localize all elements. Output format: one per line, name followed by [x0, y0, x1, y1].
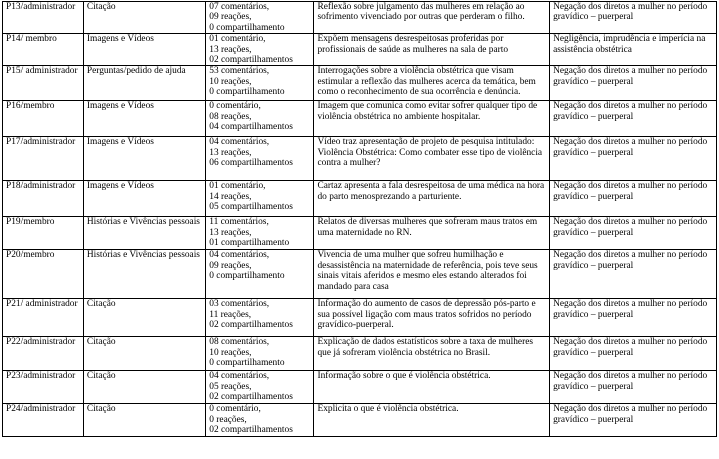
post-author-cell-text: P21/ administrador [6, 299, 78, 310]
post-author-cell-text: P24/administrador [6, 404, 76, 415]
table-row [3, 217, 717, 250]
post-author-cell [3, 250, 84, 299]
post-description-cell-text: Explicação de dados estatísticos sobre a taxa de mulheres que já sofreram violência obstétrica no Brasil. [317, 337, 534, 358]
table-row [3, 2, 717, 34]
post-author-cell-text: P17/administrador [6, 137, 76, 148]
engagement-cell [206, 137, 314, 181]
post-category-cell-text: Imagens e Vídeos [86, 34, 154, 45]
post-author-cell [3, 66, 84, 101]
post-description-cell-text: Explicita o que é violência obstétrica. [317, 404, 459, 415]
post-category-cell-text: Perguntas/pedido de ajuda [86, 66, 186, 77]
post-theme-cell-text: Negação dos diretos a mulher no período gravídico – puerperal [553, 337, 708, 358]
post-description-cell [314, 181, 550, 217]
post-theme-cell-text: Negação dos diretos a mulher no período gravídico – puerperal [553, 66, 708, 87]
post-author-cell-text: P18/administrador [6, 181, 76, 192]
post-author-cell [3, 137, 84, 181]
engagement-line: 0 comentário, [209, 101, 261, 112]
post-description-cell-text: Expõem mensagens desrespeitosas proferidas por profissionais de saúde as mulheres na sala de parto [317, 34, 509, 55]
engagement-line: 0 compartilhamento [209, 271, 285, 282]
table-row [3, 66, 717, 101]
engagement-line: 07 comentários, [209, 2, 270, 12]
engagement-line: 04 comentários, [209, 371, 270, 382]
engagement-cell [206, 404, 314, 436]
post-theme-cell [550, 371, 717, 404]
table-row [3, 181, 717, 217]
engagement-line: 09 reações, [209, 260, 252, 271]
post-description-cell-text: Imagem que comunica como evitar sofrer qualquer tipo de violência obstétrica no ambiente hospitalar. [317, 101, 538, 122]
engagement-cell [206, 250, 314, 299]
post-author-cell [3, 299, 84, 337]
engagement-line: 01 comentário, [209, 181, 266, 192]
post-category-cell [83, 101, 205, 137]
post-author-cell-text: P15/ administrador [6, 66, 78, 77]
post-category-cell-text: Imagens e Vídeos [86, 137, 154, 148]
post-author-cell [3, 217, 84, 250]
engagement-line: 0 compartilhamento [209, 358, 285, 369]
post-theme-cell [550, 34, 717, 66]
post-author-cell [3, 181, 84, 217]
post-category-cell-text: Histórias e Vivências pessoais [86, 217, 200, 228]
engagement-line: 02 compartilhamentos [209, 392, 293, 403]
post-description-cell [314, 250, 550, 299]
post-theme-cell-text: Negação dos diretos a mulher no período gravídico – puerperal [553, 371, 708, 392]
post-author-cell-text: P23/administrador [6, 371, 76, 382]
engagement-cell [206, 66, 314, 101]
post-category-cell [83, 250, 205, 299]
engagement-cell [206, 181, 314, 217]
post-description-cell [314, 137, 550, 181]
post-description-cell-text: Reflexão sobre julgamento das mulheres em relação ao sofrimento vivenciado por outras que perderam o filho. [317, 2, 525, 23]
engagement-line: 04 compartilhamentos [209, 122, 293, 133]
engagement-line: 10 reações, [209, 76, 252, 87]
post-author-cell [3, 404, 84, 436]
engagement-line: 03 comentários, [209, 299, 270, 310]
post-author-cell [3, 337, 84, 371]
post-author-cell [3, 34, 84, 66]
post-theme-cell-text: Negação dos diretos a mulher no período gravídico – puerperal [553, 404, 708, 425]
engagement-line: 08 reações, [209, 111, 252, 122]
post-author-cell-text: P13/administrador [6, 2, 76, 12]
engagement-line: 13 reações, [209, 147, 252, 158]
engagement-line: 53 comentários, [209, 66, 270, 77]
post-category-cell [83, 337, 205, 371]
post-author-cell [3, 371, 84, 404]
post-description-cell [314, 66, 550, 101]
post-category-cell-text: Imagens e Vídeos [86, 101, 154, 112]
engagement-line: 0 comentário, [209, 404, 261, 415]
post-description-cell [314, 404, 550, 436]
post-theme-cell [550, 2, 717, 34]
post-category-cell-text: Histórias e Vivências pessoais [86, 250, 200, 261]
engagement-line: 04 comentários, [209, 137, 270, 148]
engagement-line: 05 compartilhamentos [209, 202, 293, 213]
engagement-cell [206, 337, 314, 371]
post-author-cell [3, 2, 84, 34]
engagement-line: 0 reações, [209, 414, 247, 425]
post-theme-cell [550, 181, 717, 217]
post-category-cell [83, 404, 205, 436]
post-description-cell [314, 337, 550, 371]
table-row [3, 250, 717, 299]
post-category-cell-text: Citação [86, 299, 116, 310]
post-category-cell [83, 299, 205, 337]
post-category-cell [83, 371, 205, 404]
post-author-cell-text: P16/membro [6, 101, 55, 112]
post-category-cell-text: Citação [86, 404, 116, 415]
table-row [3, 101, 717, 137]
engagement-line: 13 reações, [209, 44, 252, 55]
post-category-cell-text: Citação [86, 2, 116, 12]
post-category-cell-text: Citação [86, 371, 116, 382]
engagement-line: 10 reações, [209, 347, 252, 358]
post-description-cell [314, 371, 550, 404]
post-description-cell-text: Vídeo traz apresentação de projeto de pesquisa intitulado: Violência Obstétrica: Como combater esse tipo de violência contra a mulher? [317, 137, 543, 169]
post-theme-cell [550, 404, 717, 436]
post-theme-cell-text: Negação dos diretos a mulher no período gravídico – puerperal [553, 217, 708, 238]
post-description-cell [314, 299, 550, 337]
engagement-cell [206, 371, 314, 404]
post-description-cell [314, 217, 550, 250]
post-author-cell [3, 101, 84, 137]
posts-table-body [3, 2, 717, 437]
post-theme-cell [550, 299, 717, 337]
engagement-line: 11 comentários, [209, 217, 269, 228]
engagement-line: 04 comentários, [209, 250, 270, 261]
table-row [3, 337, 717, 371]
post-theme-cell [550, 137, 717, 181]
engagement-cell [206, 34, 314, 66]
engagement-line: 01 comentário, [209, 34, 266, 45]
posts-table [2, 1, 717, 437]
post-theme-cell-text: Negação dos diretos a mulher no período gravídico – puerperal [553, 299, 708, 320]
post-theme-cell [550, 66, 717, 101]
post-description-cell [314, 34, 550, 66]
post-theme-cell [550, 337, 717, 371]
engagement-line: 0 compartilhamento [209, 87, 285, 98]
post-description-cell-text: Relatos de diversas mulheres que sofreram maus tratos em uma maternidade no RN. [317, 217, 538, 238]
table-row [3, 137, 717, 181]
engagement-line: 0 compartilhamento [209, 22, 285, 33]
post-category-cell [83, 34, 205, 66]
table-row [3, 404, 717, 436]
post-author-cell-text: P22/administrador [6, 337, 76, 348]
post-category-cell [83, 181, 205, 217]
engagement-line: 06 compartilhamentos [209, 158, 293, 169]
post-theme-cell-text: Negação dos diretos a mulher no período gravídico – puerperal [553, 101, 708, 122]
engagement-line: 05 reações, [209, 381, 252, 392]
engagement-line: 09 reações, [209, 12, 252, 23]
table-row [3, 34, 717, 66]
engagement-line: 08 comentários, [209, 337, 270, 348]
post-description-cell-text: Cartaz apresenta a fala desrespeitosa de uma médica na hora do parto menosprezando a parturiente. [317, 181, 545, 202]
post-category-cell [83, 137, 205, 181]
post-category-cell [83, 66, 205, 101]
engagement-line: 11 reações, [209, 309, 252, 320]
post-description-cell [314, 2, 550, 34]
engagement-cell [206, 299, 314, 337]
post-theme-cell-text: Negação dos diretos a mulher no período gravídico – puerperal [553, 2, 708, 23]
post-description-cell-text: Informação sobre o que é violência obstétrica. [317, 371, 491, 382]
post-theme-cell-text: Negação dos diretos a mulher no período gravídico – puerperal [553, 137, 708, 158]
post-author-cell-text: P14/ membro [6, 34, 57, 45]
post-theme-cell [550, 250, 717, 299]
engagement-line: 01 compartilhamento [209, 238, 290, 249]
post-theme-cell [550, 101, 717, 137]
table-row [3, 299, 717, 337]
post-category-cell [83, 2, 205, 34]
post-description-cell-text: Informação do aumento de casos de depressão pós-parto e sua possível ligação com maus tratos sofridos no período gravídico-puerperal. [317, 299, 536, 331]
post-category-cell-text: Imagens e Vídeos [86, 181, 154, 192]
post-author-cell-text: P20/membro [6, 250, 55, 261]
post-category-cell-text: Citação [86, 337, 116, 348]
post-theme-cell-text: Negação dos diretos a mulher no período gravídico – puerperal [553, 250, 708, 271]
post-theme-cell-text: Negação dos diretos a mulher no período gravídico – puerperal [553, 181, 708, 202]
post-author-cell-text: P19/membro [6, 217, 55, 228]
table-row [3, 371, 717, 404]
post-description-cell [314, 101, 550, 137]
engagement-line: 13 reações, [209, 227, 252, 238]
post-theme-cell-text: Negligência, imprudência e imperícia na assistência obstétrica [553, 34, 706, 55]
engagement-line: 02 compartilhamentos [209, 425, 293, 436]
engagement-cell [206, 217, 314, 250]
engagement-line: 02 compartilhamentos [209, 55, 293, 66]
engagement-cell [206, 101, 314, 137]
post-theme-cell [550, 217, 717, 250]
engagement-line: 02 compartilhamentos [209, 320, 293, 331]
engagement-cell [206, 2, 314, 34]
engagement-line: 14 reações, [209, 191, 252, 202]
post-description-cell-text: Vivencia de uma mulher que sofreu humilhação e desassistência na maternidade de referência, pois teve seus sinais vitais aferidos e mesmo eles estando alterados foi mandado para casa [317, 250, 538, 292]
post-category-cell [83, 217, 205, 250]
post-description-cell-text: Interrogações sobre a violência obstétrica que visam estimular a reflexão das mulheres acerca da temática, bem como o reconhecimento de sua ocorrência e denúncia. [317, 66, 536, 98]
